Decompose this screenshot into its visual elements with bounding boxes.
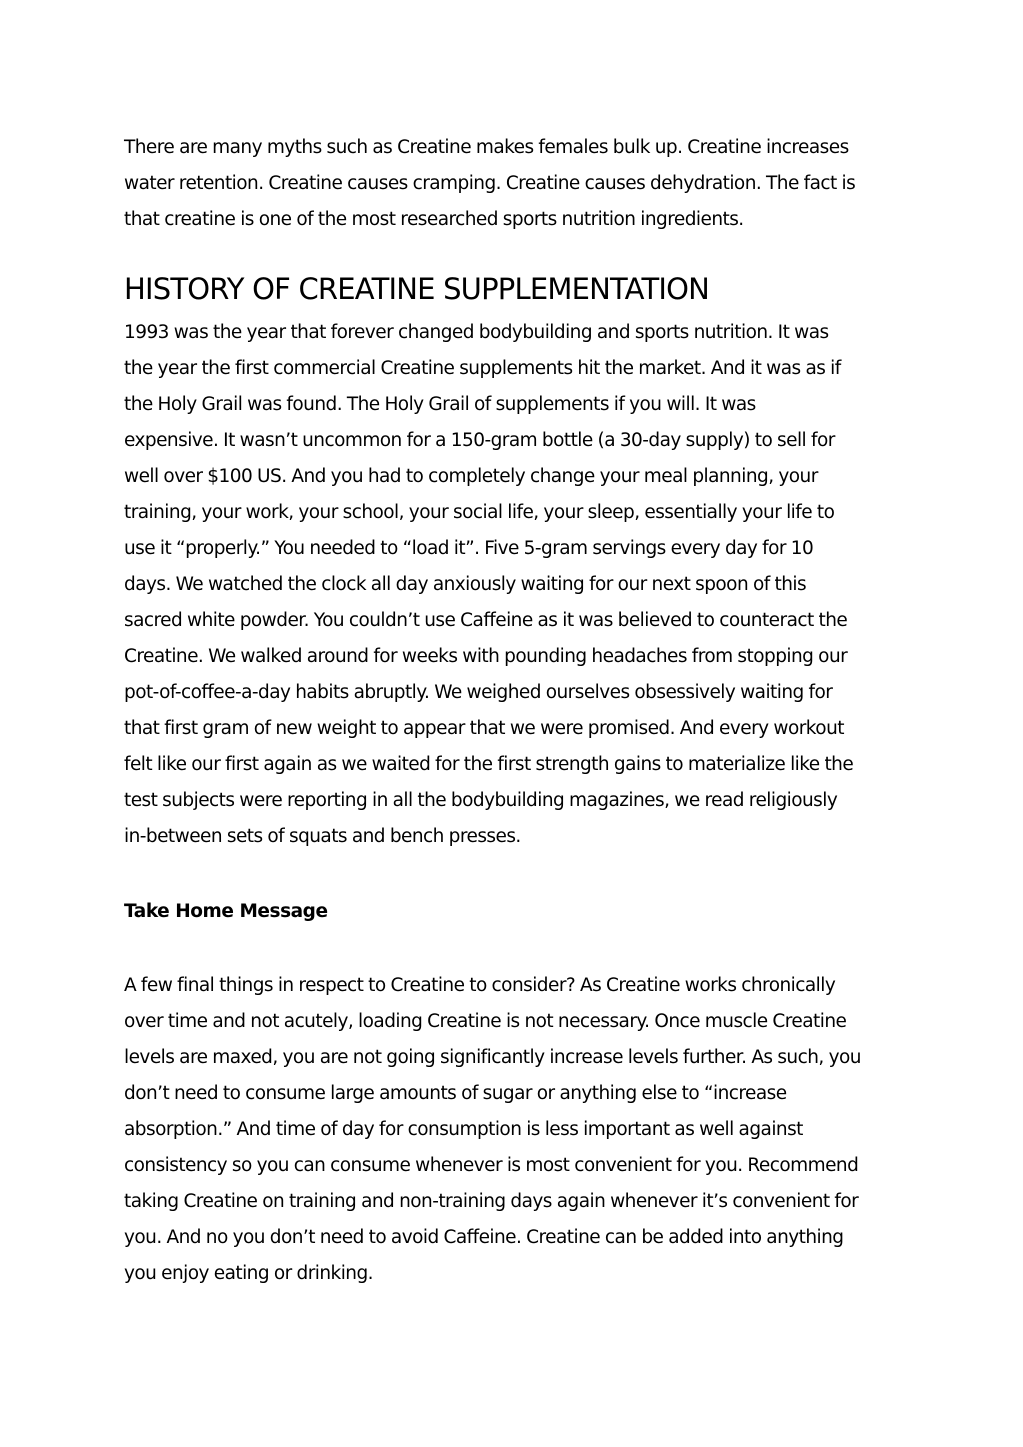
take-home-heading: Take Home Message	[124, 901, 328, 922]
history-heading: HISTORY OF CREATINE SUPPLEMENTATION	[124, 272, 710, 306]
take-home-paragraph: A few final things in respect to Creatine to consider? As Creatine works chronically over time and not acutely, loading Creatine is not necessary. Once muscle Creatine levels are maxed, you are not going significantly increase levels further. As such, you don’t need to consume large amounts of sugar or anything else to “increase absorption.” And time of day for consumption is less important as well against consistency so you can consume whenever is most convenient for you. Recommend taking Creatine on training and non-training days again whenever it’s convenient for you. And no you don’t need to avoid Caffeine. Creatine can be added into anything you enjoy eating or drinking.	[124, 975, 861, 1284]
document-page	[124, 130, 904, 1292]
history-paragraph: 1993 was the year that forever changed bodybuilding and sports nutrition. It was the year the first commercial Creatine supplements hit the market. And it was as if the Holy Grail was found. The Holy Grail of supplements if you will. It was expensive. It wasn’t uncommon for a 150-gram bottle (a 30-day supply) to sell for well over $100 US. And you had to completely change your meal planning, your training, your work, your school, your social life, your sleep, essentially your life to use it “properly.” You needed to “load it”. Five 5-gram servings every day for 10 days. We watched the clock all day anxiously waiting for our next spoon of this sacred white powder. You couldn’t use Caffeine as it was believed to counteract the Creatine. We walked around for weeks with pounding headaches from stopping our pot-of-coffee-a-day habits abruptly. We weighed ourselves obsessively waiting for that first gram of new weight to appear that we were promised. And every workout felt like our first again as we waited for the first strength gains to materialize like the test subjects were reporting in all the bodybuilding magazines, we read religiously in-between sets of squats and bench presses.	[124, 322, 854, 847]
intro-paragraph: There are many myths such as Creatine makes females bulk up. Creatine increases water retention. Creatine causes cramping. Creatine causes dehydration. The fact is that creatine is one of the most researched sports nutrition ingredients.	[124, 137, 856, 230]
